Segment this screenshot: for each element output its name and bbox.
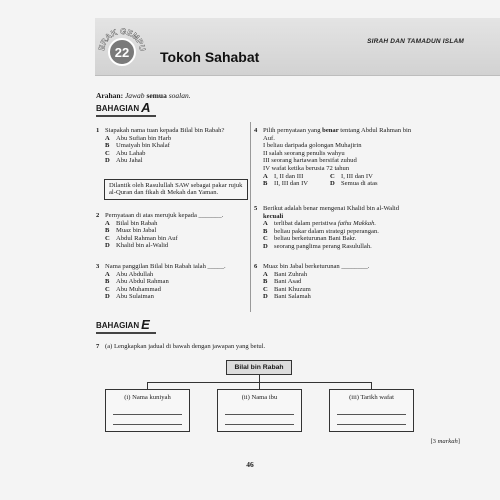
answer-line[interactable] — [113, 424, 182, 425]
q7-stem: (a) Lengkapkan jadual di bawah dengan jawapan yang betul. — [105, 343, 266, 350]
marks-open: [3 — [430, 438, 436, 445]
q4-stem-bold: benar — [322, 127, 339, 134]
question-7 — [96, 343, 416, 351]
q4-option-d[interactable]: Semua di atas — [341, 180, 378, 188]
instructions-bold: semua — [146, 91, 167, 100]
q1-option-a[interactable]: Abu Sufian bin Harb — [116, 134, 172, 142]
subject-title: SIRAH DAN TAMADUN ISLAM — [367, 38, 464, 45]
diagram-root-box: Bilal bin Rabah — [226, 360, 292, 375]
q2-option-letter: C — [105, 234, 110, 242]
marks-label — [430, 438, 460, 445]
q6-option-b[interactable]: Bani Asad — [274, 278, 302, 286]
q2-option-letter: B — [105, 227, 110, 235]
section-a-heading — [96, 100, 151, 115]
q3-option-letter: B — [105, 278, 110, 286]
instructions-prefix: Arahan: — [96, 91, 124, 100]
topic-title: Tokoh Sahabat — [160, 49, 260, 65]
q6-stem: Muaz bin Jabal berketurunan ________. — [263, 263, 370, 270]
badge-number: 22 — [114, 45, 130, 60]
q4-statement: IV wafat ketika berusia 72 tahun — [263, 164, 350, 172]
q3-stem: Nama panggilan Bilal bin Rabah ialah _____. — [105, 263, 226, 270]
kuniyah-label: (i) Nama kuniyah — [124, 394, 171, 401]
answer-line[interactable] — [225, 424, 294, 425]
q2-stem: Pernyataan di atas merujuk kepada _______. — [105, 212, 224, 219]
q2-number: 2 — [96, 212, 100, 219]
question-3 — [96, 263, 246, 301]
q2-option-d[interactable]: Khalid bin al-Walid — [116, 242, 169, 250]
section-a-underline — [96, 115, 156, 117]
section-e-underline — [96, 332, 156, 334]
q6-number: 6 — [254, 263, 258, 270]
q4-statement: II salah seorang penulis wahyu — [263, 149, 345, 157]
q5-stem: Berikut adalah benar mengenai Khalid bin al-Walid — [263, 205, 400, 212]
q5-stem-bold: kecuali — [263, 212, 284, 220]
q7-number: 7 — [96, 343, 100, 350]
section-e-heading — [96, 317, 150, 332]
q2-option-a[interactable]: Bilal bin Rabah — [116, 219, 158, 227]
q1-option-letter: A — [105, 134, 110, 142]
q4-option-b[interactable]: II, III dan IV — [274, 180, 309, 188]
question-2 — [96, 212, 246, 250]
question-5 — [254, 205, 414, 251]
q4-option-letter: B — [263, 180, 268, 188]
q4-stem: Pilih pernyataan yang — [263, 127, 321, 134]
q4-option-a[interactable]: I, II dan III — [274, 172, 304, 180]
q4-stem-end: tentang Abdul Rahman bin Auf. — [263, 127, 412, 142]
instructions-italic: Jawab — [124, 91, 145, 100]
q4-option-letter: A — [263, 172, 268, 180]
q5-option-c[interactable]: beliau berketurunan Bani Bakr. — [274, 235, 357, 243]
tarikh-wafat-label: (iii) Tarikh wafat — [349, 394, 394, 401]
q5-option-d[interactable]: seorang panglima perang Rasulullah. — [274, 242, 372, 250]
badge-text: RAK GEMP — [98, 26, 146, 47]
question-4 — [254, 127, 414, 188]
q5-option-a-text: terlibat dalam peristiwa — [274, 220, 337, 228]
gerak-gempur-badge — [98, 26, 146, 74]
answer-line[interactable] — [225, 414, 294, 415]
q2-option-c[interactable]: Abdul Rahman bin Auf — [116, 234, 178, 242]
diagram-connector — [371, 382, 372, 389]
q1-option-c[interactable]: Abu Lahab — [116, 149, 146, 157]
q5-number: 5 — [254, 205, 258, 212]
q6-option-a[interactable]: Bani Zuhrah — [274, 270, 308, 278]
q4-statement: III seorang hartawan bersifat zuhud — [263, 157, 357, 165]
q5-option-a-italic: fathu Makkah. — [337, 220, 377, 228]
diagram-connector — [259, 375, 260, 382]
answer-line[interactable] — [113, 414, 182, 415]
q1-option-letter: B — [105, 142, 110, 150]
instructions-end: soalan. — [168, 91, 191, 100]
section-a-letter: A — [141, 100, 151, 115]
q2-option-letter: D — [105, 242, 110, 250]
q6-option-letter: B — [263, 278, 268, 286]
q4-number: 4 — [254, 127, 258, 134]
q6-option-letter: C — [263, 285, 268, 293]
header-band — [95, 18, 500, 76]
answer-line[interactable] — [337, 424, 406, 425]
q3-option-a[interactable]: Abu Abdullah — [116, 270, 154, 278]
diagram-child-box — [217, 389, 302, 432]
q4-option-letter: C — [330, 172, 335, 180]
q4-statement: I beliau daripada golongan Muhajirin — [263, 142, 362, 150]
question-1 — [96, 127, 246, 165]
q4-option-c[interactable]: I, III dan IV — [341, 172, 373, 180]
q6-option-letter: A — [263, 270, 268, 278]
q1-option-letter: C — [105, 149, 110, 157]
q3-option-letter: C — [105, 285, 110, 293]
q5-option-letter: B — [263, 227, 268, 235]
q3-option-letter: A — [105, 270, 110, 278]
stimulus-box: Dilantik oleh Rasulullah SAW sebagai pakar rujuk al-Quran dan fikah di Mekah dan Yaman. — [104, 179, 248, 200]
diagram-child-box — [105, 389, 190, 432]
q3-option-letter: D — [105, 293, 110, 301]
q3-option-c[interactable]: Abu Muhammad — [116, 285, 161, 293]
q3-number: 3 — [96, 263, 100, 270]
q1-number: 1 — [96, 127, 100, 134]
q1-option-b[interactable]: Umaiyah bin Khalaf — [116, 142, 170, 150]
answer-line[interactable] — [337, 414, 406, 415]
question-6 — [254, 263, 414, 301]
marks-close: ] — [457, 438, 460, 445]
diagram-connector — [259, 382, 260, 389]
q5-option-letter: C — [263, 235, 268, 243]
q2-option-letter: A — [105, 219, 110, 227]
section-e-word: BAHAGIAN — [96, 321, 140, 330]
q1-option-letter: D — [105, 157, 110, 165]
instructions — [96, 91, 191, 100]
q2-option-b[interactable]: Muaz bin Jabal — [116, 227, 157, 235]
q6-option-letter: D — [263, 293, 268, 301]
page-number: 46 — [246, 460, 254, 469]
q5-option-letter: A — [263, 220, 268, 228]
q5-option-letter: D — [263, 242, 268, 250]
q4-option-letter: D — [330, 180, 335, 188]
column-divider — [250, 122, 251, 312]
marks-word: markah — [437, 438, 458, 445]
q1-stem: Siapakah nama tuan kepada Bilal bin Rabah? — [105, 127, 225, 134]
q6-option-d[interactable]: Bani Salamah — [274, 293, 311, 301]
diagram-connector — [147, 382, 148, 389]
section-e-letter: E — [141, 317, 150, 332]
q6-option-c[interactable]: Bani Khuzum — [274, 285, 311, 293]
q5-option-a[interactable] — [274, 220, 376, 228]
q1-option-d[interactable]: Abu Jahal — [116, 157, 143, 165]
q3-option-b[interactable]: Abu Abdul Rahman — [116, 278, 169, 286]
q5-option-b[interactable]: beliau pakar dalam strategi peperangan. — [274, 227, 379, 235]
section-a-word: BAHAGIAN — [96, 104, 140, 113]
diagram-child-box — [329, 389, 414, 432]
nama-ibu-label: (ii) Nama ibu — [241, 394, 278, 401]
q3-option-d[interactable]: Abu Sulaiman — [116, 293, 154, 301]
